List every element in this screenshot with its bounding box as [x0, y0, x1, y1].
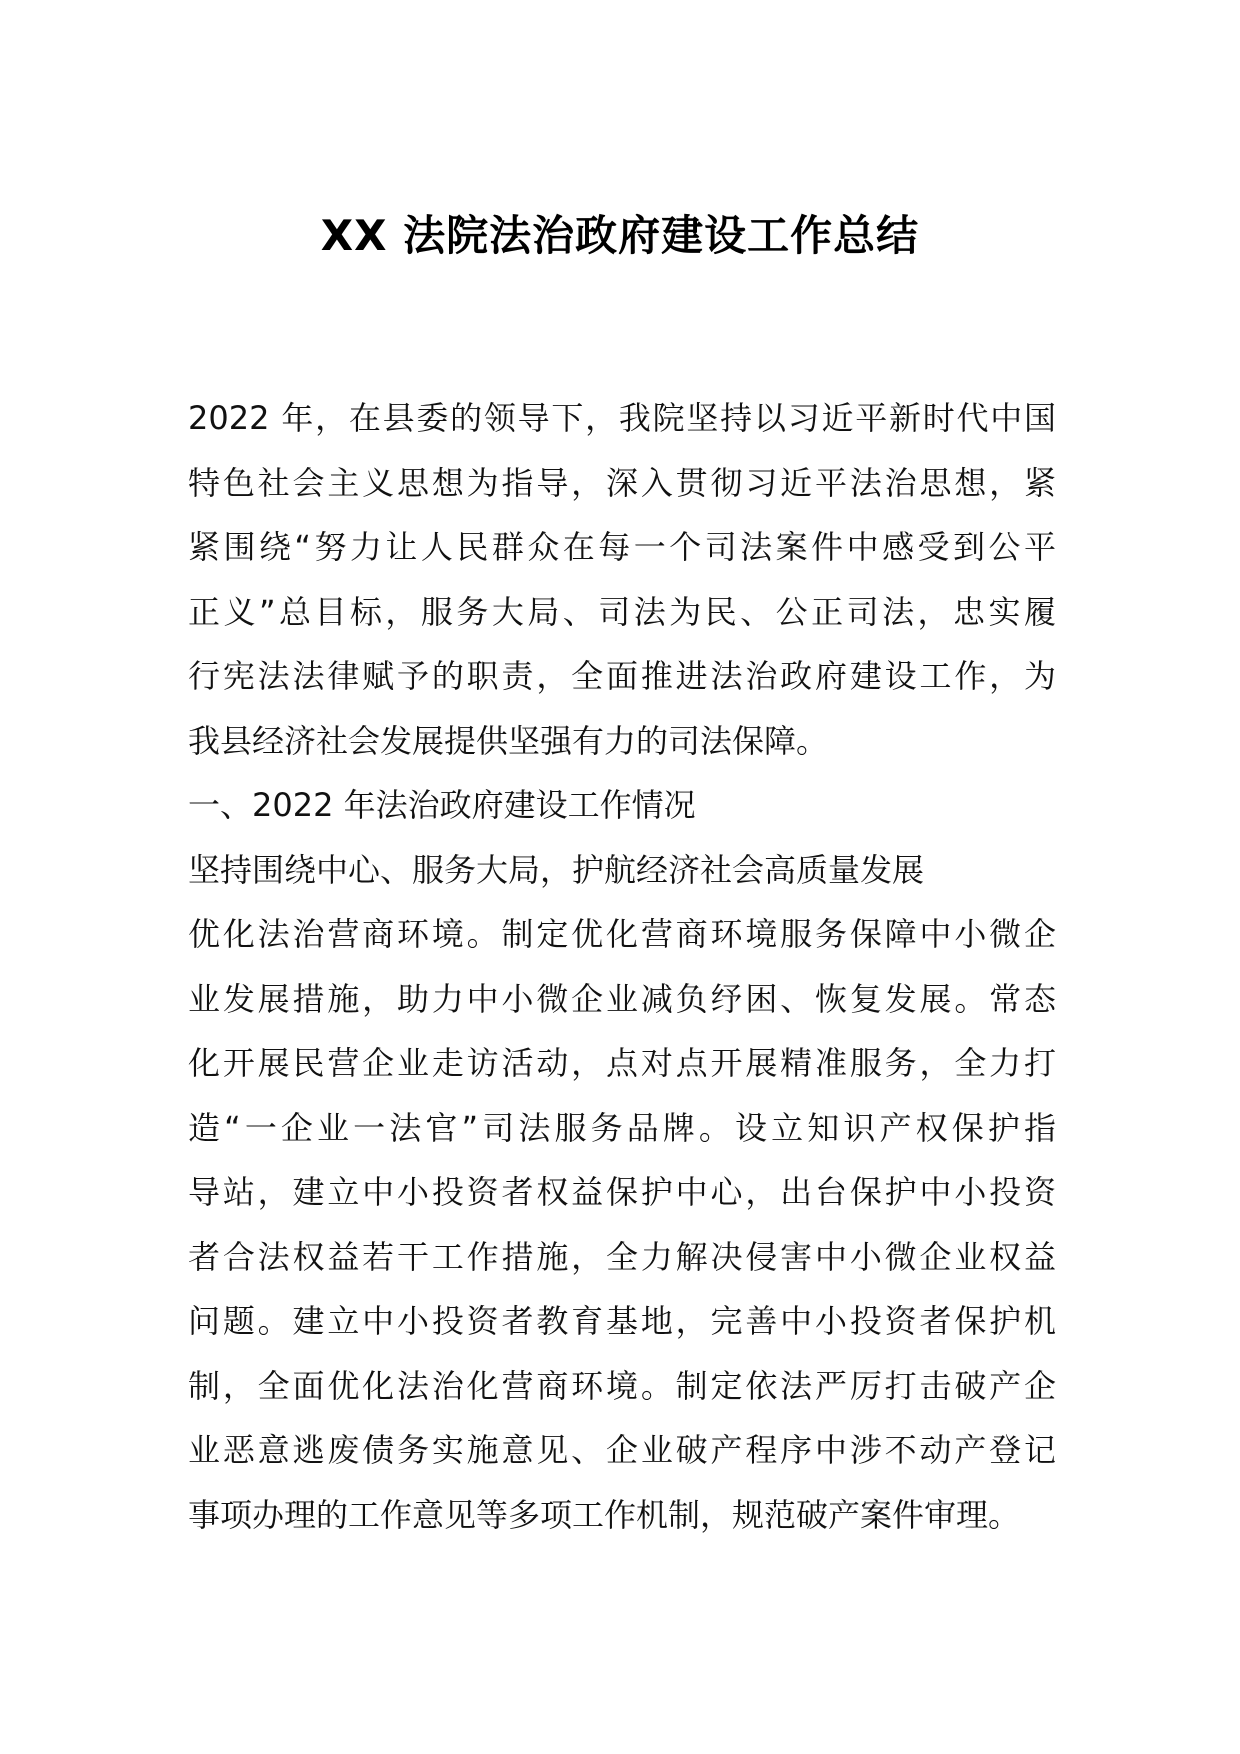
- subsection-heading: 坚持围绕中心、服务大局，护航经济社会高质量发展: [188, 850, 925, 889]
- body-line: 业恶意逃废债务实施意见、企业破产程序中涉不动产登记: [188, 1431, 1056, 1469]
- section-heading: 一、2022 年法治政府建设工作情况: [188, 786, 696, 824]
- body-line: 导站，建立中小投资者权益保护中心，出台保护中小投资: [188, 1173, 1056, 1211]
- body-line: 2022 年，在县委的领导下，我院坚持以习近平新时代中国: [188, 399, 1056, 437]
- body-line: 制，全面优化法治化营商环境。制定依法严厉打击破产企: [188, 1366, 1056, 1405]
- body-line: 事项办理的工作意见等多项工作机制，规范破产案件审理。: [188, 1495, 1021, 1534]
- body-line: 行宪法法律赋予的职责，全面推进法治政府建设工作，为: [188, 657, 1056, 695]
- body-line: 化开展民营企业走访活动，点对点开展精准服务，全力打: [188, 1044, 1056, 1082]
- body-line: 者合法权益若干工作措施，全力解决侵害中小微企业权益: [188, 1237, 1056, 1276]
- body-line: 造“一企业一法官”司法服务品牌。设立知识产权保护指: [188, 1108, 1056, 1147]
- body-line: 优化法治营商环境。制定优化营商环境服务保障中小微企: [188, 915, 1056, 953]
- body-line: 业发展措施，助力中小微企业减负纾困、恢复发展。常态: [188, 979, 1056, 1018]
- body-line: 紧围绕“努力让人民群众在每一个司法案件中感受到公平: [188, 528, 1056, 566]
- document-title: XX 法院法治政府建设工作总结: [320, 211, 920, 260]
- body-line: 正义”总目标，服务大局、司法为民、公正司法，忠实履: [188, 592, 1056, 631]
- document-body: [188, 386, 1056, 1547]
- body-line: 特色社会主义思想为指导，深入贯彻习近平法治思想，紧: [188, 463, 1056, 502]
- body-line: 问题。建立中小投资者教育基地，完善中小投资者保护机: [188, 1302, 1056, 1340]
- body-line: 我县经济社会发展提供坚强有力的司法保障。: [188, 721, 829, 760]
